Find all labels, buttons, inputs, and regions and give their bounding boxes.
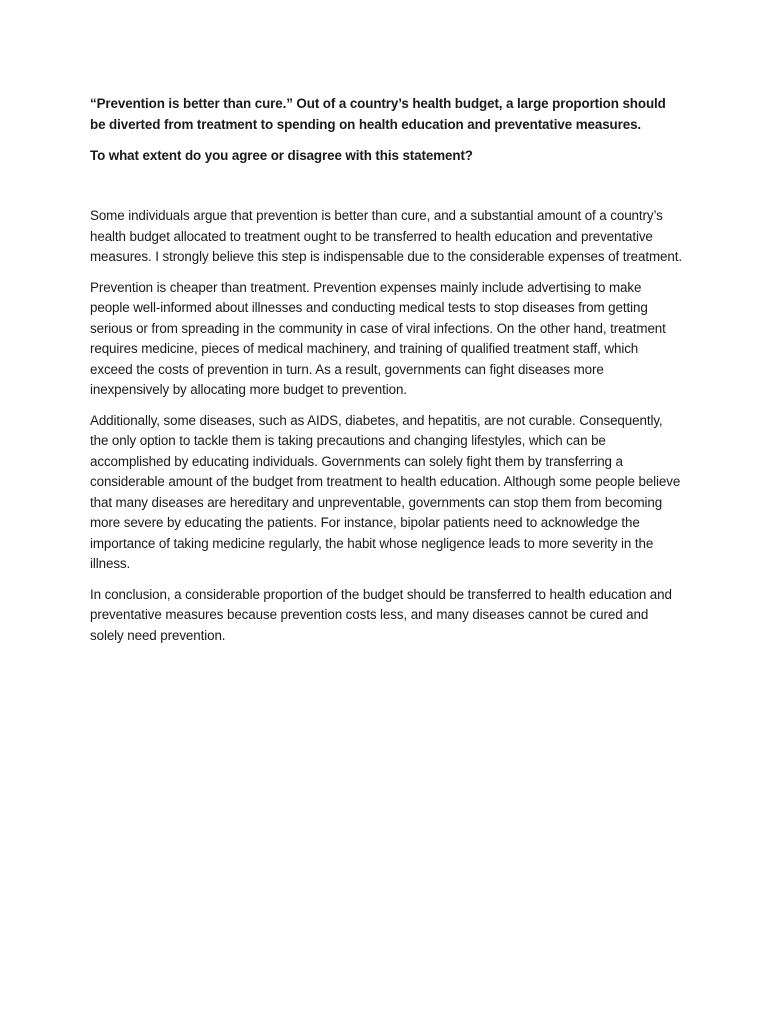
- paragraph-body-cost: Prevention is cheaper than treatment. Prevention expenses mainly include advertising to make people well-informed about illnesses and conducting medical tests to stop diseases from getting serious or from spreading in the community in case of viral infections. On the other hand, treatment requires medicine, pieces of medical machinery, and training of qualified treatment staff, which exceed the costs of prevention in turn. As a result, governments can fight diseases more inexpensively by allocating more budget to prevention.: [90, 279, 666, 397]
- paragraph-introduction: Some individuals argue that prevention is better than cure, and a substantial amount of a country’s health budget allocated to treatment ought to be transferred to health education and preventative measures. I strongly believe this step is indispensable due to the considerable expenses of treatment.: [90, 208, 682, 264]
- essay-question: To what extent do you agree or disagree with this statement?: [90, 148, 473, 163]
- essay-prompt: “Prevention is better than cure.” Out of a country’s health budget, a large proportion should be diverted from treatment to spending on health education and preventative measures.: [90, 96, 666, 132]
- paragraph-body-incurable: Additionally, some diseases, such as AIDS, diabetes, and hepatitis, are not curable. Consequently, the only option to tackle them is taking precautions and changing lifestyles, which can be accomplished by educating individuals. Governments can solely fight them by transferring a considerable amount of the budget from treatment to health education. Although some people believe that many diseases are hereditary and unpreventable, governments can stop them from becoming more severe by educating the patients. For instance, bipolar patients need to acknowledge the importance of taking medicine regularly, the habit whose negligence leads to more severity in the illness.: [90, 412, 681, 571]
- document-page: [90, 93, 682, 656]
- paragraph-conclusion: In conclusion, a considerable proportion of the budget should be transferred to health education and preventative measures because prevention costs less, and many diseases cannot be cured and solely need prevention.: [90, 586, 672, 643]
